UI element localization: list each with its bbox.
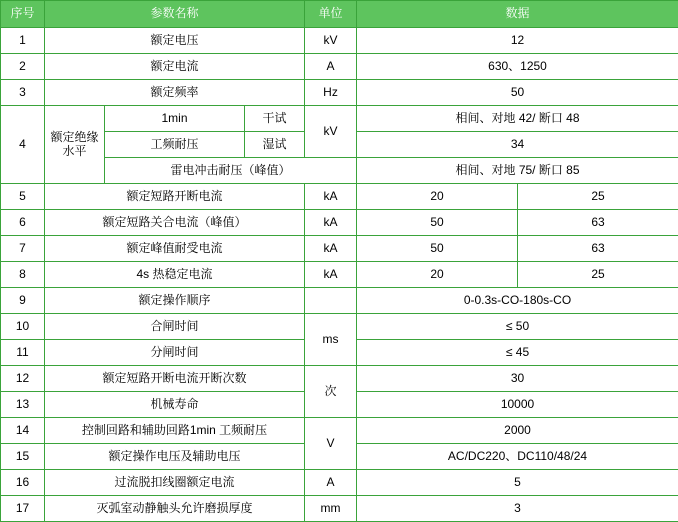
table-row [1,184,678,210]
row-data-left: 50 [357,210,518,236]
row-data-right: 63 [518,210,678,236]
row-name: 额定峰值耐受电流 [45,236,305,262]
row-data-left: 50 [357,236,518,262]
row-number: 15 [1,444,45,470]
row-number: 10 [1,314,45,340]
row-unit: V [305,418,357,470]
insulation-group-label: 额定绝缘水平 [45,106,105,184]
row-number: 7 [1,236,45,262]
table-row [1,496,678,522]
row-number: 3 [1,80,45,106]
row-name: 额定短路开断电流开断次数 [45,366,305,392]
row-data: 12 [357,28,678,54]
row-unit: kA [305,262,357,288]
wet-test-label: 湿试 [245,132,305,158]
row-unit: kA [305,236,357,262]
row-data: AC/DC220、DC110/48/24 [357,444,678,470]
row-data-right: 25 [518,184,678,210]
row-number: 6 [1,210,45,236]
table-row [1,262,678,288]
row-data-wet: 34 [357,132,678,158]
row-data-right: 63 [518,236,678,262]
row-data: 5 [357,470,678,496]
row-number: 5 [1,184,45,210]
table-body [1,28,678,522]
table-row-insulation-dry [1,106,678,132]
table-row [1,314,678,340]
row-data: ≤ 45 [357,340,678,366]
table-row [1,210,678,236]
row-number: 16 [1,470,45,496]
row-number: 17 [1,496,45,522]
row-name: 额定操作电压及辅助电压 [45,444,305,470]
row-data: 10000 [357,392,678,418]
table-row [1,288,678,314]
row-name: 额定频率 [45,80,305,106]
row-name: 额定电压 [45,28,305,54]
row-unit: kA [305,184,357,210]
row-unit: ms [305,314,357,366]
header-cell-unit: 单位 [305,1,357,28]
table-row [1,366,678,392]
table-header-row [1,1,678,28]
row-unit: A [305,470,357,496]
row-name: 灭弧室动静触头允许磨损厚度 [45,496,305,522]
row-name: 4s 热稳定电流 [45,262,305,288]
row-name: 额定电流 [45,54,305,80]
row-data-right: 25 [518,262,678,288]
row-number: 4 [1,106,45,184]
row-name: 机械寿命 [45,392,305,418]
row-number: 2 [1,54,45,80]
dry-test-label: 干试 [245,106,305,132]
header-cell-data: 数据 [357,1,678,28]
row-unit: 次 [305,366,357,418]
row-number: 12 [1,366,45,392]
lightning-impulse-label: 雷电冲击耐压（峰值） [105,158,357,184]
power-frequency-label: 工频耐压 [105,132,245,158]
row-unit: kA [305,210,357,236]
row-data: 50 [357,80,678,106]
row-data: 0-0.3s-CO-180s-CO [357,288,678,314]
row-number: 11 [1,340,45,366]
table-row [1,80,678,106]
row-data: 630、1250 [357,54,678,80]
table-row [1,470,678,496]
row-data-dry: 相间、对地 42/ 断口 48 [357,106,678,132]
row-number: 8 [1,262,45,288]
row-name: 分闸时间 [45,340,305,366]
row-unit: kV [305,28,357,54]
row-data: 30 [357,366,678,392]
row-unit: Hz [305,80,357,106]
table-row [1,54,678,80]
row-data-left: 20 [357,262,518,288]
table-row [1,28,678,54]
row-data-lightning: 相间、对地 75/ 断口 85 [357,158,678,184]
row-name: 过流脱扣线圈额定电流 [45,470,305,496]
row-name: 合闸时间 [45,314,305,340]
row-unit: mm [305,496,357,522]
row-data: 2000 [357,418,678,444]
row-data: 3 [357,496,678,522]
table-row [1,418,678,444]
table-row [1,236,678,262]
row-number: 13 [1,392,45,418]
row-unit: A [305,54,357,80]
row-number: 1 [1,28,45,54]
row-name: 额定短路开断电流 [45,184,305,210]
row-number: 14 [1,418,45,444]
row-name: 额定短路关合电流（峰值） [45,210,305,236]
row-name: 控制回路和辅助回路1min 工频耐压 [45,418,305,444]
header-cell-name: 参数名称 [45,1,305,28]
row-data-left: 20 [357,184,518,210]
row-number: 9 [1,288,45,314]
table-header [1,1,678,28]
header-cell-no: 序号 [1,1,45,28]
power-frequency-label-1min: 1min [105,106,245,132]
row-data: ≤ 50 [357,314,678,340]
row-unit: kV [305,106,357,158]
row-name: 额定操作顺序 [45,288,305,314]
row-unit [305,288,357,314]
